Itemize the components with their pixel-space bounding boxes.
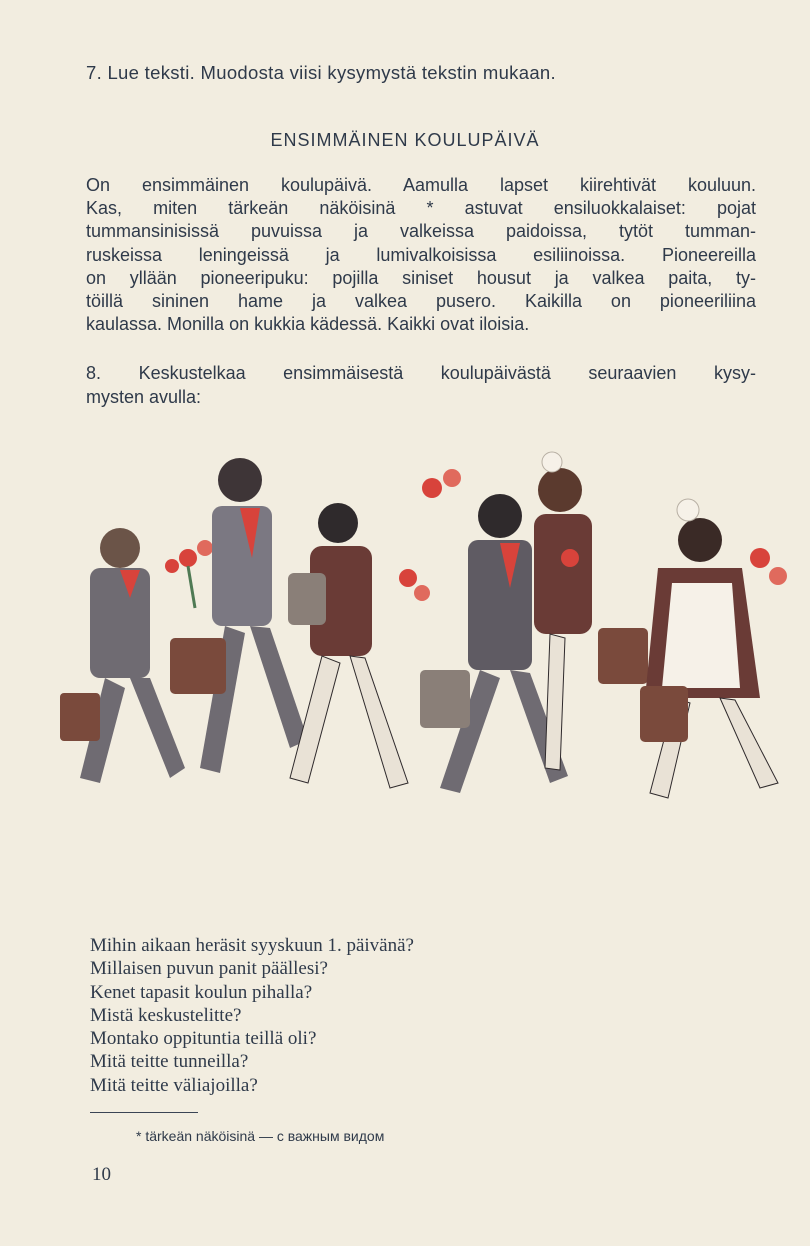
footnote-divider <box>90 1112 198 1113</box>
question-item: Mihin aikaan heräsit syyskuun 1. päivänä? <box>90 935 414 956</box>
paragraph-line: kaulassa. Monilla on kukkia kädessä. Kaikki ovat iloisia. <box>86 314 530 335</box>
footnote: * tärkeän näköisinä — с важным видом <box>136 1128 385 1144</box>
children-walking-illustration <box>60 448 800 828</box>
girl-figure <box>288 503 430 788</box>
flower-bouquet <box>165 540 213 608</box>
question-item: Kenet tapasit koulun pihalla? <box>90 981 313 1003</box>
girl-figure <box>534 452 648 770</box>
question-item: Mitä teitte tunneilla? <box>90 1051 249 1073</box>
text-title: ENSIMMÄINEN KOULUPÄIVÄ <box>270 130 540 150</box>
exercise-7-instruction: 7. Lue teksti. Muodosta viisi kysymystä tekstin mukaan. <box>86 62 556 83</box>
paragraph-line: Kas, miten tärkeän näköisinä * astuvat ensiluokkalaiset: pojat <box>86 198 756 219</box>
instruction-line: 8. Keskustelkaa ensimmäisestä koulupäivästä seuraavien kysy- <box>86 363 756 383</box>
girl-figure <box>640 499 787 798</box>
boy-figure <box>170 458 308 773</box>
question-list <box>90 934 414 1097</box>
instruction-line: mysten avulla: <box>86 386 202 407</box>
question-item: Mitä teitte väliajoilla? <box>90 1074 258 1096</box>
paragraph-line: ruskeissa leningeissä ja lumivalkoisissa esiliinoissa. Pioneereilla <box>86 244 756 265</box>
exercise-8-instruction <box>86 362 756 409</box>
paragraph-line: töillä sininen hame ja valkea pusero. Kaikilla on pioneeriliina <box>86 291 756 312</box>
page-number: 10 <box>92 1164 111 1185</box>
question-item: Montako oppituntia teillä oli? <box>90 1028 317 1050</box>
paragraph-line: On ensimmäinen koulupäivä. Aamulla lapset kiirehtivät kouluun. <box>86 175 756 195</box>
question-item: Millaisen puvun panit päällesi? <box>90 958 328 980</box>
reading-paragraph <box>86 174 756 336</box>
paragraph-line: on yllään pioneeripuku: pojilla siniset housut ja valkea paita, ty- <box>86 267 756 288</box>
question-item: Mistä keskustelitte? <box>90 1004 242 1026</box>
paragraph-line: tummansinisissä puvuissa ja valkeissa paidoissa, tytöt tumman- <box>86 221 756 242</box>
